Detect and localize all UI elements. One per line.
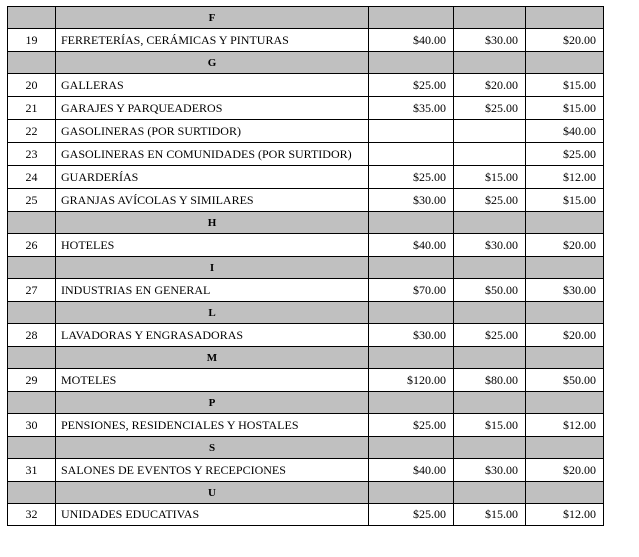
fee-category-2: $15.00 [453, 165, 525, 188]
fee-category-3: $40.00 [525, 119, 604, 142]
section-header-blank [453, 391, 525, 413]
section-header-blank [525, 301, 604, 323]
section-header-blank [368, 256, 453, 278]
fee-category-3: $50.00 [525, 368, 604, 391]
table-row [7, 278, 604, 301]
fee-category-2: $15.00 [453, 413, 525, 436]
business-type: MOTELES [55, 368, 368, 391]
section-letter: P [55, 391, 368, 413]
section-header-blank [525, 436, 604, 458]
fee-category-2 [453, 142, 525, 165]
fee-category-2: $25.00 [453, 323, 525, 346]
section-header-blank [368, 301, 453, 323]
section-header-blank [453, 256, 525, 278]
fee-category-1: $25.00 [368, 413, 453, 436]
section-letter: H [55, 211, 368, 233]
fee-category-1 [368, 142, 453, 165]
section-letter: M [55, 346, 368, 368]
section-header-blank [7, 391, 55, 413]
row-number: 32 [7, 503, 55, 526]
fee-table [7, 6, 604, 526]
row-number: 30 [7, 413, 55, 436]
business-type: SALONES DE EVENTOS Y RECEPCIONES [55, 458, 368, 481]
section-header-blank [7, 256, 55, 278]
section-header-row [7, 6, 604, 28]
row-number: 22 [7, 119, 55, 142]
business-type: FERRETERÍAS, CERÁMICAS Y PINTURAS [55, 28, 368, 51]
section-header-blank [525, 346, 604, 368]
section-header-row [7, 436, 604, 458]
section-header-blank [525, 211, 604, 233]
fee-category-2: $25.00 [453, 96, 525, 119]
section-header-blank [368, 391, 453, 413]
section-header-blank [7, 436, 55, 458]
table-row [7, 323, 604, 346]
table-row [7, 233, 604, 256]
section-header-blank [453, 51, 525, 73]
row-number: 28 [7, 323, 55, 346]
section-header-blank [7, 51, 55, 73]
section-header-row [7, 211, 604, 233]
business-type: UNIDADES EDUCATIVAS [55, 503, 368, 526]
table-row [7, 142, 604, 165]
fee-category-3: $15.00 [525, 188, 604, 211]
section-header-blank [7, 481, 55, 503]
fee-category-3: $20.00 [525, 458, 604, 481]
fee-category-2: $20.00 [453, 73, 525, 96]
fee-category-3: $12.00 [525, 413, 604, 436]
row-number: 26 [7, 233, 55, 256]
fee-category-1: $35.00 [368, 96, 453, 119]
fee-category-2: $80.00 [453, 368, 525, 391]
section-header-row [7, 51, 604, 73]
fee-category-2 [453, 119, 525, 142]
section-header-row [7, 346, 604, 368]
section-header-blank [368, 211, 453, 233]
fee-category-1: $40.00 [368, 458, 453, 481]
business-type: GARAJES Y PARQUEADEROS [55, 96, 368, 119]
fee-category-1: $25.00 [368, 503, 453, 526]
table-row [7, 458, 604, 481]
table-row [7, 188, 604, 211]
table-row [7, 503, 604, 526]
section-header-blank [7, 6, 55, 28]
fee-category-1: $30.00 [368, 323, 453, 346]
fee-category-1: $25.00 [368, 165, 453, 188]
business-type: GRANJAS AVÍCOLAS Y SIMILARES [55, 188, 368, 211]
row-number: 23 [7, 142, 55, 165]
fee-category-3: $20.00 [525, 233, 604, 256]
fee-category-3: $20.00 [525, 323, 604, 346]
fee-table-body [7, 6, 604, 526]
section-header-blank [453, 211, 525, 233]
fee-category-3: $25.00 [525, 142, 604, 165]
business-type: GASOLINERAS (POR SURTIDOR) [55, 119, 368, 142]
business-type: INDUSTRIAS EN GENERAL [55, 278, 368, 301]
table-row [7, 165, 604, 188]
section-header-blank [525, 6, 604, 28]
section-header-blank [7, 301, 55, 323]
row-number: 25 [7, 188, 55, 211]
fee-category-2: $30.00 [453, 458, 525, 481]
fee-category-3: $15.00 [525, 96, 604, 119]
row-number: 21 [7, 96, 55, 119]
business-type: HOTELES [55, 233, 368, 256]
fee-category-3: $15.00 [525, 73, 604, 96]
section-letter: U [55, 481, 368, 503]
section-header-blank [453, 481, 525, 503]
section-header-blank [453, 436, 525, 458]
row-number: 19 [7, 28, 55, 51]
section-header-blank [368, 481, 453, 503]
fee-category-2: $15.00 [453, 503, 525, 526]
business-type: GASOLINERAS EN COMUNIDADES (POR SURTIDOR) [55, 142, 368, 165]
fee-category-2: $50.00 [453, 278, 525, 301]
section-header-blank [453, 301, 525, 323]
row-number: 29 [7, 368, 55, 391]
section-letter: F [55, 6, 368, 28]
section-header-blank [368, 436, 453, 458]
row-number: 31 [7, 458, 55, 481]
section-header-blank [525, 256, 604, 278]
section-header-row [7, 256, 604, 278]
row-number: 27 [7, 278, 55, 301]
fee-category-1: $30.00 [368, 188, 453, 211]
fee-category-3: $12.00 [525, 165, 604, 188]
section-letter: L [55, 301, 368, 323]
section-header-blank [7, 346, 55, 368]
section-letter: G [55, 51, 368, 73]
fee-category-2: $30.00 [453, 28, 525, 51]
table-row [7, 96, 604, 119]
section-letter: S [55, 436, 368, 458]
table-row [7, 368, 604, 391]
section-header-blank [525, 481, 604, 503]
section-header-row [7, 301, 604, 323]
fee-category-2: $30.00 [453, 233, 525, 256]
section-header-blank [525, 391, 604, 413]
table-row [7, 119, 604, 142]
fee-category-3: $30.00 [525, 278, 604, 301]
table-row [7, 73, 604, 96]
fee-category-3: $12.00 [525, 503, 604, 526]
business-type: LAVADORAS Y ENGRASADORAS [55, 323, 368, 346]
section-header-row [7, 391, 604, 413]
fee-category-1: $25.00 [368, 73, 453, 96]
section-letter: I [55, 256, 368, 278]
fee-category-3: $20.00 [525, 28, 604, 51]
section-header-blank [368, 51, 453, 73]
row-number: 20 [7, 73, 55, 96]
section-header-blank [453, 6, 525, 28]
fee-category-1: $40.00 [368, 233, 453, 256]
section-header-blank [453, 346, 525, 368]
business-type: GALLERAS [55, 73, 368, 96]
table-row [7, 28, 604, 51]
business-type: GUARDERÍAS [55, 165, 368, 188]
fee-category-1 [368, 119, 453, 142]
fee-category-1: $120.00 [368, 368, 453, 391]
section-header-blank [368, 346, 453, 368]
table-row [7, 413, 604, 436]
section-header-row [7, 481, 604, 503]
fee-category-2: $25.00 [453, 188, 525, 211]
business-type: PENSIONES, RESIDENCIALES Y HOSTALES [55, 413, 368, 436]
fee-category-1: $40.00 [368, 28, 453, 51]
row-number: 24 [7, 165, 55, 188]
section-header-blank [368, 6, 453, 28]
fee-category-1: $70.00 [368, 278, 453, 301]
section-header-blank [525, 51, 604, 73]
section-header-blank [7, 211, 55, 233]
